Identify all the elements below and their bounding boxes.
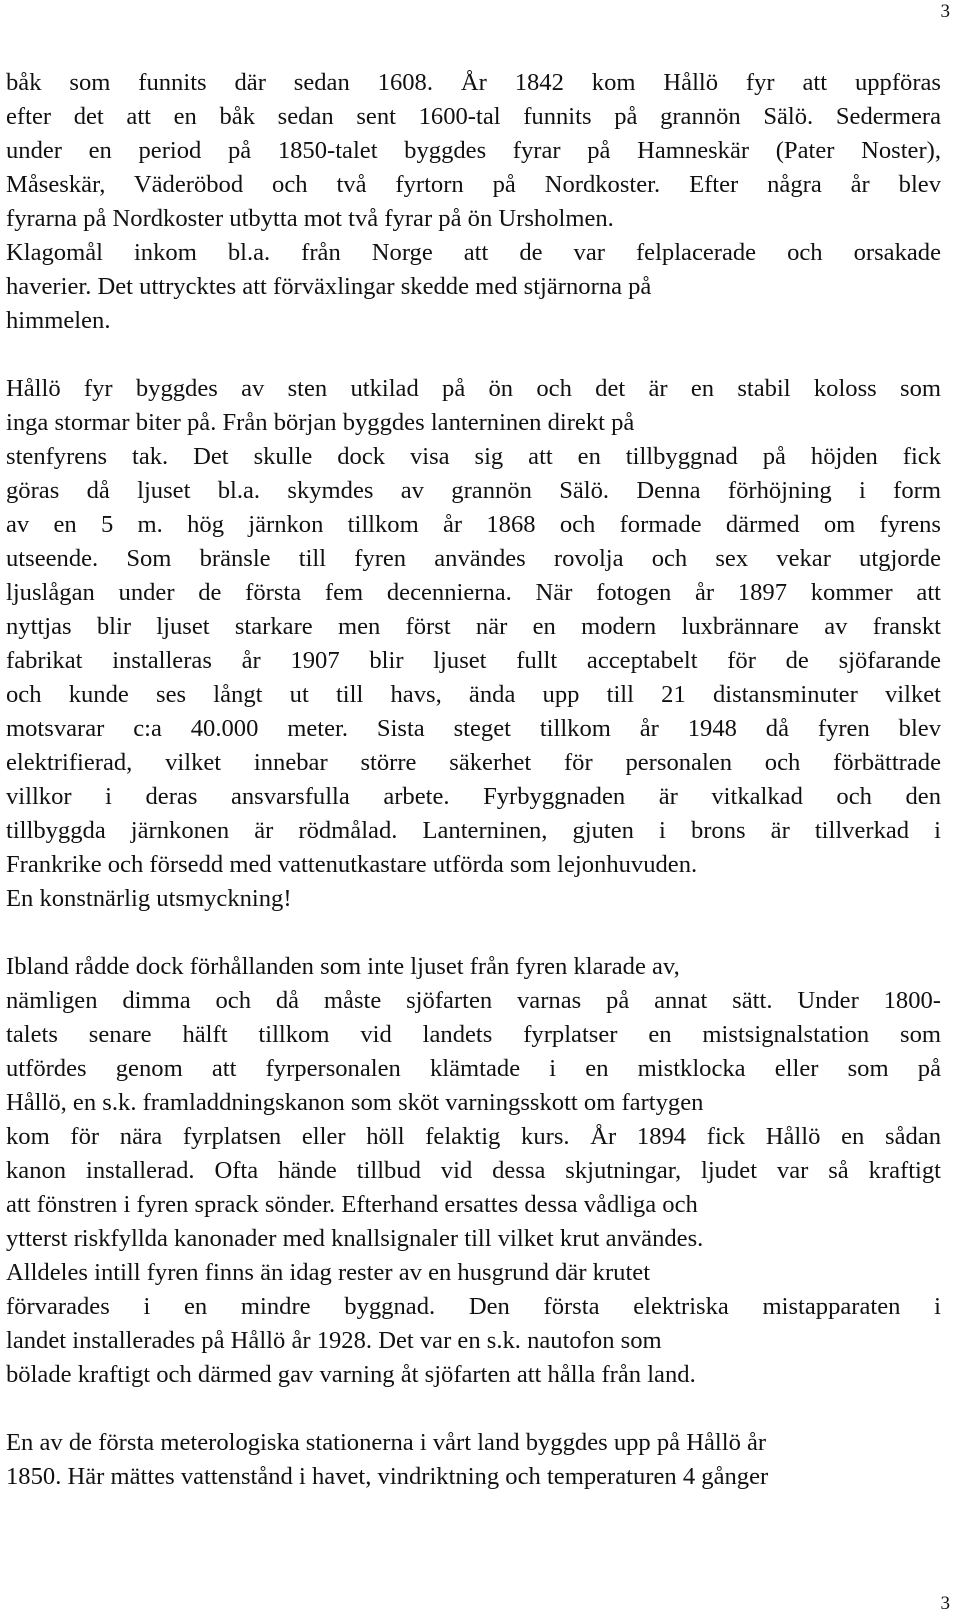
text-line: Klagomål inkom bl.a. från Norge att de var felplacerade och orsakade xyxy=(6,239,941,266)
paragraph xyxy=(6,1426,941,1494)
text-line: under en period på 1850-talet byggdes fyrar på Hamneskär (Pater Noster), xyxy=(6,137,941,164)
text-line: fyrarna på Nordkoster utbytta mot två fyrar på ön Ursholmen. xyxy=(6,205,614,232)
text-line: landet installerades på Hållö år 1928. Det var en s.k. nautofon som xyxy=(6,1327,662,1354)
text-line: utfördes genom att fyrpersonalen klämtade i en mistklocka eller som på xyxy=(6,1055,941,1082)
document-body xyxy=(6,66,941,1528)
paragraph xyxy=(6,950,941,1392)
text-line: bölade kraftigt och därmed gav varning åt sjöfarten att hålla från land. xyxy=(6,1361,696,1388)
text-line: elektrifierad, vilket innebar större säkerhet för personalen och förbättrade xyxy=(6,749,941,776)
text-line: En av de första meterologiska stationerna i vårt land byggdes upp på Hållö år xyxy=(6,1429,767,1456)
text-line: Frankrike och försedd med vattenutkastare utförda som lejonhuvuden. xyxy=(6,851,698,878)
text-line: ytterst riskfyllda kanonader med knallsignaler till vilket krut användes. xyxy=(6,1225,704,1252)
text-line: Hållö fyr byggdes av sten utkilad på ön och det är en stabil koloss som xyxy=(6,375,941,402)
text-line: av en 5 m. hög järnkon tillkom år 1868 och formade därmed om fyrens xyxy=(6,511,941,538)
text-line: fabrikat installeras år 1907 blir ljuset fullt acceptabelt för de sjöfarande xyxy=(6,647,941,674)
text-line: och kunde ses långt ut till havs, ända upp till 21 distansminuter vilket xyxy=(6,681,941,708)
text-line: 1850. Här mättes vattenstånd i havet, vindriktning och temperaturen 4 gånger xyxy=(6,1463,769,1490)
text-line: haverier. Det uttrycktes att förväxlingar skedde med stjärnorna på xyxy=(6,273,652,300)
text-line: kanon installerad. Ofta hände tillbud vid dessa skjutningar, ljudet var så kraftigt xyxy=(6,1157,941,1184)
text-line: Hållö, en s.k. framladdningskanon som sköt varningsskott om fartygen xyxy=(6,1089,704,1116)
text-line: ljuslågan under de första fem decennierna. När fotogen år 1897 kommer att xyxy=(6,579,941,606)
text-line: inga stormar biter på. Från början byggdes lanterninen direkt på xyxy=(6,409,635,436)
text-line: utseende. Som bränsle till fyren användes rovolja och sex vekar utgjorde xyxy=(6,545,941,572)
text-line: tillbyggda järnkonen är rödmålad. Lanterninen, gjuten i brons är tillverkad i xyxy=(6,817,941,844)
page-number-top: 3 xyxy=(940,1,950,22)
text-line: båk som funnits där sedan 1608. År 1842 kom Hållö fyr att uppföras xyxy=(6,69,941,96)
text-line: förvarades i en mindre byggnad. Den första elektriska mistapparaten i xyxy=(6,1293,941,1320)
text-line: motsvarar c:a 40.000 meter. Sista steget tillkom år 1948 då fyren blev xyxy=(6,715,941,742)
text-line: En konstnärlig utsmyckning! xyxy=(6,885,292,912)
text-line: nämligen dimma och då måste sjöfarten varnas på annat sätt. Under 1800- xyxy=(6,987,941,1014)
text-line: himmelen. xyxy=(6,307,111,334)
page-number-bottom: 3 xyxy=(940,1593,950,1614)
text-line: talets senare hälft tillkom vid landets fyrplatser en mistsignalstation som xyxy=(6,1021,941,1048)
text-line: Ibland rådde dock förhållanden som inte ljuset från fyren klarade av, xyxy=(6,953,680,980)
text-line: Måseskär, Väderöbod och två fyrtorn på Nordkoster. Efter några år blev xyxy=(6,171,941,198)
text-line: Alldeles intill fyren finns än idag rester av en husgrund där krutet xyxy=(6,1259,651,1286)
paragraph xyxy=(6,372,941,916)
text-line: villkor i deras ansvarsfulla arbete. Fyrbyggnaden är vitkalkad och den xyxy=(6,783,941,810)
text-line: efter det att en båk sedan sent 1600-tal funnits på grannön Sälö. Sedermera xyxy=(6,103,941,130)
paragraph xyxy=(6,66,941,338)
text-line: kom för nära fyrplatsen eller höll felaktig kurs. År 1894 fick Hållö en sådan xyxy=(6,1123,941,1150)
text-line: göras då ljuset bl.a. skymdes av grannön Sälö. Denna förhöjning i form xyxy=(6,477,941,504)
text-line: att fönstren i fyren sprack sönder. Efterhand ersattes dessa vådliga och xyxy=(6,1191,698,1218)
text-line: nyttjas blir ljuset starkare men först när en modern luxbrännare av franskt xyxy=(6,613,941,640)
text-line: stenfyrens tak. Det skulle dock visa sig att en tillbyggnad på höjden fick xyxy=(6,443,941,470)
